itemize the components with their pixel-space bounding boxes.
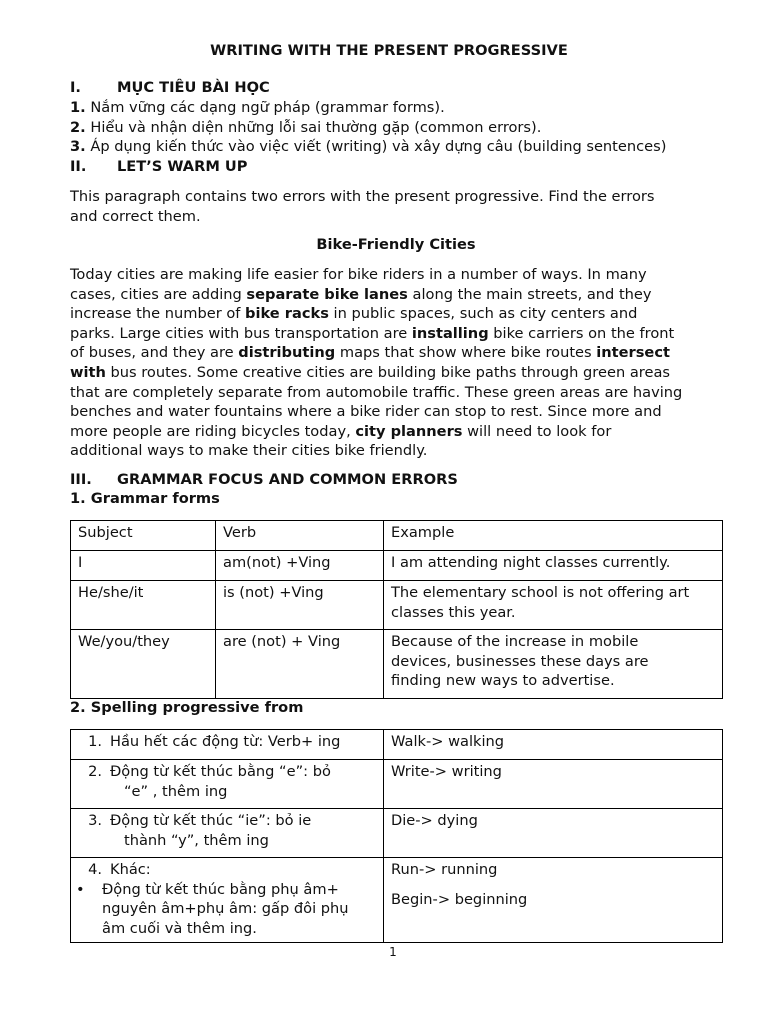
document-title: WRITING WITH THE PRESENT PROGRESSIVE [210,42,568,59]
page-number: 1 [389,945,397,959]
rule-number: 4. [88,861,102,878]
bold-term: distributing [238,344,336,362]
instruction-line: This paragraph contains two errors with the present progressive. Find the errors [70,188,655,205]
bold-term: installing [411,324,489,342]
section-1-roman: I. [70,79,81,96]
cell-rule: 3. Động từ kết thúc “ie”: bỏ ie thành “y”, thêm ing [71,809,384,858]
rule-number: 1. [88,733,102,750]
section-2-heading [70,158,247,175]
table-row [71,809,723,858]
objective-text: Áp dụng kiến thức vào việc viết (writing) và xây dựng câu (building sentences) [85,138,667,155]
cell-example: I am attending night classes currently. [384,551,723,581]
passage-paragraph [70,265,730,461]
passage-line: parks. Large cities with bus transportation are installing bike carriers on the front [70,324,675,342]
section-1-heading [70,79,270,96]
section-3-heading [70,471,458,488]
passage-line: that are completely separate from automobile traffic. These green areas are having [70,383,683,401]
bold-term: intersect [596,344,670,362]
table-row [71,858,723,943]
bold-term: separate bike lanes [246,285,408,303]
cell-verb: are (not) + Ving [216,630,384,699]
cell-example: The elementary school is not offering art classes this year. [384,581,723,630]
objective-number: 2. [70,119,86,136]
cell-example: Run-> running Begin-> beginning [384,858,723,943]
section-1-title: MỤC TIÊU BÀI HỌC [117,79,270,96]
objective-item [70,119,541,136]
cell-rule: 4. Khác: • Động từ kết thúc bằng phụ âm+ nguyên âm+phụ âm: gấp đôi phụ âm cuối và thêm ing. [71,858,384,943]
section-2-title: LET’S WARM UP [117,158,248,175]
bold-term: with [70,363,106,381]
bullet-icon: • [76,880,85,898]
objective-text: Hiểu và nhận diện những lỗi sai thường gặp (common errors). [85,119,542,136]
cell-verb: am(not) +Ving [216,551,384,581]
passage-line: additional ways to make their cities bike friendly. [70,442,428,460]
table-row [71,730,723,760]
table-row [71,551,723,581]
cell-subject: I [71,551,216,581]
rule-number: 2. [88,763,102,780]
passage-line: with bus routes. Some creative cities are building bike paths through green areas [70,363,670,381]
passage-line: of buses, and they are distributing maps that show where bike routes intersect [70,344,670,362]
cell-rule: 2. Động từ kết thúc bằng “e”: bỏ “e” , thêm ing [71,760,384,809]
table-row [71,581,723,630]
table-header-row [71,521,723,551]
grammar-forms-table [70,520,723,699]
header-subject: Subject [71,521,216,551]
passage-line: Today cities are making life easier for bike riders in a number of ways. In many [70,266,647,283]
warmup-instructions [70,187,730,226]
section-3-roman: III. [70,471,92,488]
instruction-line: and correct them. [70,207,201,225]
section-3-title: GRAMMAR FOCUS AND COMMON ERRORS [117,471,458,488]
passage-line: increase the number of bike racks in public spaces, such as city centers and [70,305,638,323]
grammar-forms-subheading: 1. Grammar forms [70,490,220,507]
header-verb: Verb [216,521,384,551]
objective-item [70,99,445,116]
objective-item [70,138,666,155]
passage-line: more people are riding bicycles today, city planners will need to look for [70,422,612,440]
objective-number: 3. [70,138,86,155]
header-example: Example [384,521,723,551]
table-row [71,760,723,809]
cell-subject: We/you/they [71,630,216,699]
cell-example: Because of the increase in mobile devices, businesses these days are finding new ways to advertise. [384,630,723,699]
section-2-roman: II. [70,158,87,175]
passage-line: benches and water fountains where a bike rider can stop to rest. Since more and [70,403,662,421]
spelling-table [70,729,723,943]
table-row [71,630,723,699]
passage-title: Bike-Friendly Cities [316,236,476,253]
objective-text: Nắm vững các dạng ngữ pháp (grammar forms). [85,99,445,116]
bold-term: city planners [355,422,463,440]
cell-subject: He/she/it [71,581,216,630]
cell-verb: is (not) +Ving [216,581,384,630]
cell-example: Die-> dying [384,809,723,858]
cell-example: Walk-> walking [384,730,723,760]
spelling-subheading: 2. Spelling progressive from [70,699,304,716]
rule-number: 3. [88,812,102,829]
bold-term: bike racks [245,305,329,323]
cell-rule: 1. Hầu hết các động từ: Verb+ ing [71,730,384,760]
passage-line: cases, cities are adding separate bike lanes along the main streets, and they [70,285,652,303]
objective-number: 1. [70,99,86,116]
cell-example: Write-> writing [384,760,723,809]
